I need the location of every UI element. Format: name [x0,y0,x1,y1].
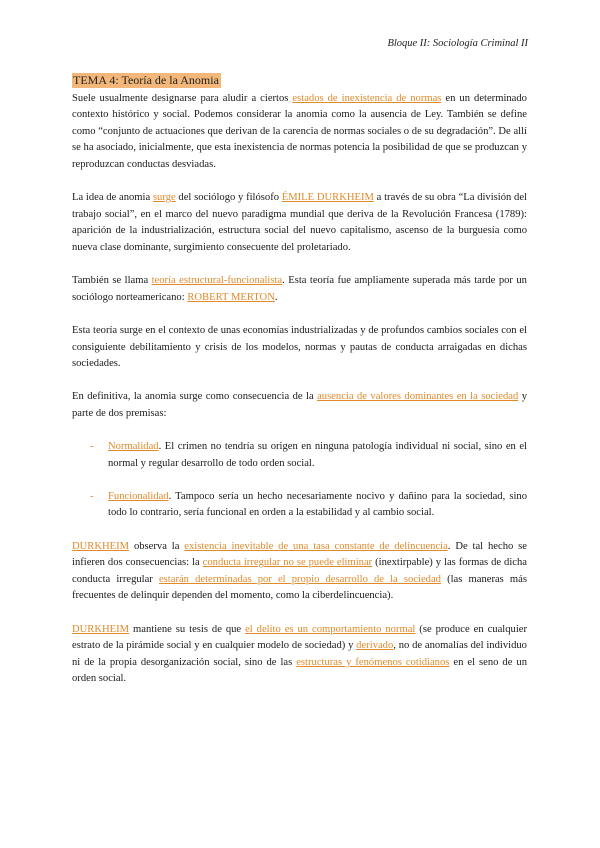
list-item [90,489,527,522]
paragraph-structural [72,273,527,306]
paragraph-definition [72,91,527,174]
text-run: del sociólogo y filósofo [175,192,282,204]
text-run: (inextirpable) y las formas de dicha conducta irregular [72,557,528,585]
paragraph-origin [72,190,527,256]
text-run: Suele usualmente designarse para aludir a ciertos [72,92,293,104]
paragraph-premises-intro [72,389,527,422]
highlight-durkheim: ÉMILE DURKHEIM [281,192,374,204]
highlight-estructuras-cotidianos: estructuras y fenómenos cotidianos [296,656,450,668]
text-run: . [274,291,278,303]
highlight-durkheim: DURKHEIM [72,623,130,635]
text-run: (las maneras más frecuentes de delinquir dependen del momento, como la ciberdelincuencia). [72,573,527,602]
text-run: observa la [129,540,185,552]
highlight-structural-functionalist: teoría estructural-funcionalista [151,275,283,287]
document-body [72,73,527,705]
text-run: Esta teoría surge en el contexto de unas economías industrializadas y de profundos cambios sociales con el consiguiente debilitamiento y crisis de los modelos, normas y pautas de conducta arraigadas en dichas sociedades. [72,324,527,370]
paragraph-durkheim-thesis [72,622,527,688]
highlight-surge: surge [152,192,176,204]
list-dash: - [90,490,94,502]
text-run: y parte de dos premisas: [72,391,528,419]
highlight-desarrollo-sociedad: estarán determinadas por el propio desarrollo de la sociedad [158,573,441,585]
title-line [72,73,527,91]
text-run: . De tal hecho se infieren dos consecuencias: la [72,540,527,569]
text-run: La idea de anomia [72,192,153,204]
text-run: en el seno de un orden social. [72,656,527,685]
premise-text: . El crimen no tendría su origen en ninguna patología individual ni social, sino en el normal y regular desarrollo de todo orden social. [108,441,527,469]
text-run: mantiene su tesis de que [129,623,246,635]
list-item [90,439,527,472]
highlight-delito-normal: el delito es un comportamiento normal [245,623,416,635]
highlight-durkheim: DURKHEIM [72,540,130,552]
highlight-tasa-constante: existencia inevitable de una tasa constante de delincuencia [184,540,448,552]
text-run: . Esta teoría fue ampliamente superada más tarde por un sociólogo norteamericano: [72,275,527,303]
text-run: En definitiva, la anomia surge como consecuencia de la [72,391,318,403]
text-run: También se llama [72,275,152,287]
text-run: en un determinado contexto histórico y social. Podemos considerar la anomia como la ausencia de Ley. También se define como “conjunto de actuaciones que derivan de la carencia de normas sociales o de su degradación”. De allí se ha asociado, inicialmente, que esta inexistencia de normas potencia la posibilidad de que se produzcan y reproduzcan conductas desviadas. [72,92,527,170]
premises-list [72,439,527,522]
highlight-inexistencia-normas: estados de inexistencia de normas [292,92,442,104]
premise-term: Funcionalidad [108,490,169,502]
highlight-merton: ROBERT MERTON [187,291,275,303]
paragraph-context [72,323,527,373]
text-run: (se produce en cualquier estrato de la pirámide social y en cualquier modelo de sociedad) y [72,623,527,652]
list-dash: - [90,441,94,453]
highlight-derivado: derivado [356,640,394,652]
premise-text: . Tampoco sería un hecho necesariamente nocivo y dañino para la sociedad, sino todo lo contrario, sería funcional en orden a la estabilidad y al cambio social. [108,490,527,519]
section-title: TEMA 4: Teoría de la Anomia [73,73,219,87]
paragraph-durkheim-observation [72,539,527,605]
highlight-ausencia-valores: ausencia de valores dominantes en la sociedad [317,391,519,403]
running-header: Bloque II: Sociología Criminal II [387,38,528,49]
text-run: , no de anomalías del individuo ni de la propia desorganización social, sino de las [72,640,527,668]
text-run: a través de su obra “La división del trabajo social”, en el marco del nuevo paradigma mundial que deriva de la Revolución Francesa (1789): aparición de la industrialización, estructura social del nuevo capitalismo, ascenso de la burguesía como nueva clase dominante, surgimiento consecuente del proletariado. [72,192,528,253]
premise-term: Normalidad [108,441,159,453]
highlight-no-eliminar: conducta irregular no se puede eliminar [202,557,373,569]
